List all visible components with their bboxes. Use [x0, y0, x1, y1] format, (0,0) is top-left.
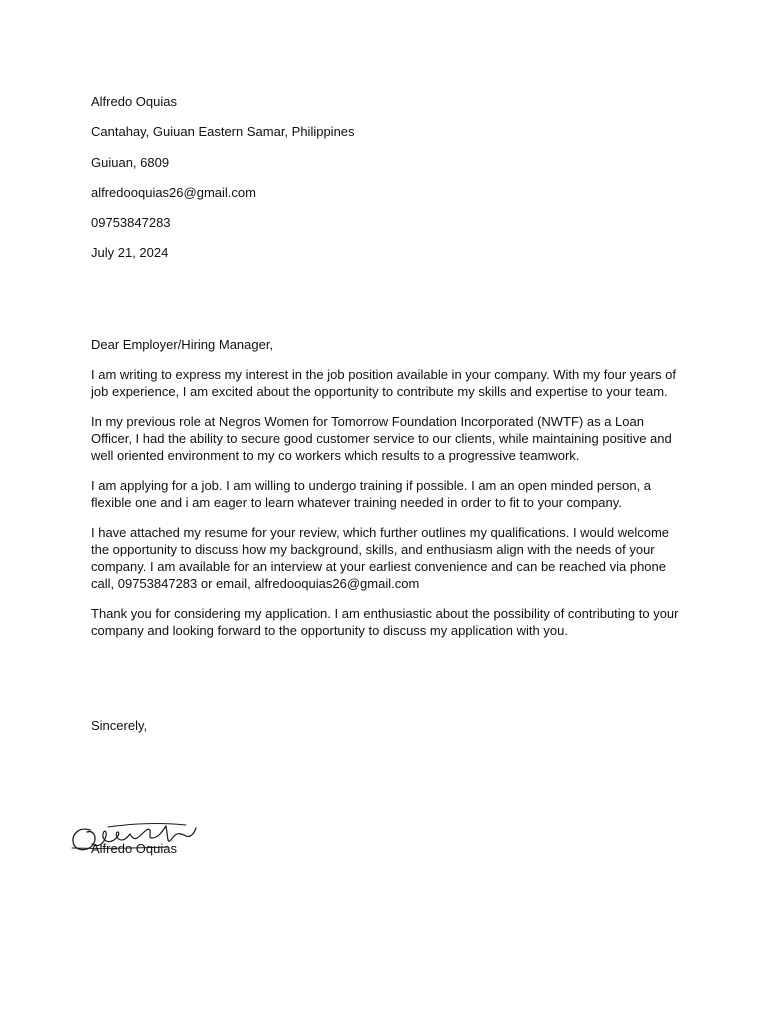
sender-email: alfredooquias26@gmail.com: [91, 184, 256, 200]
sender-address: Cantahay, Guiuan Eastern Samar, Philippines: [91, 124, 355, 140]
signature-block: [68, 818, 208, 868]
letter-date: July 21, 2024: [91, 245, 169, 261]
paragraph-intro: I am writing to express my interest in the job position available in your company. With my four years of job experience, I am excited about the opportunity to contribute my skills and expertise to your team.: [91, 367, 677, 399]
sender-phone: 09753847283: [91, 215, 171, 231]
closing: Sincerely,: [91, 718, 148, 733]
signature-name: Alfredo Oquias: [91, 841, 177, 856]
paragraph-thanks: Thank you for considering my application. I am enthusiastic about the possibility of contributing to your company and looking forward to the opportunity to discuss my application with you.: [91, 606, 679, 638]
sender-city-zip: Guiuan, 6809: [91, 154, 170, 170]
sender-block: [91, 93, 691, 275]
greeting: Dear Employer/Hiring Manager,: [91, 337, 274, 352]
sender-name: Alfredo Oquias: [91, 94, 177, 109]
paragraph-applying: I am applying for a job. I am willing to undergo training if possible. I am an open minded person, a flexible one and i am eager to learn whatever training needed in order to fit to your company.: [91, 478, 652, 510]
letter-body: [91, 336, 686, 652]
paragraph-resume: I have attached my resume for your review, which further outlines my qualifications. I would welcome the opportunity to discuss how my background, skills, and enthusiasm align with the needs of your company. I am available for an interview at your earliest convenience and can be reached via phone call, 09753847283 or email, alfredooquias26@gmail.com: [91, 525, 670, 591]
paragraph-experience: In my previous role at Negros Women for Tomorrow Foundation Incorporated (NWTF) as a Loan Officer, I had the ability to secure good customer service to our clients, while maintaining positive and well oriented environment to my co workers which results to a progressive teamwork.: [91, 414, 672, 463]
handwritten-signature: [68, 818, 208, 868]
